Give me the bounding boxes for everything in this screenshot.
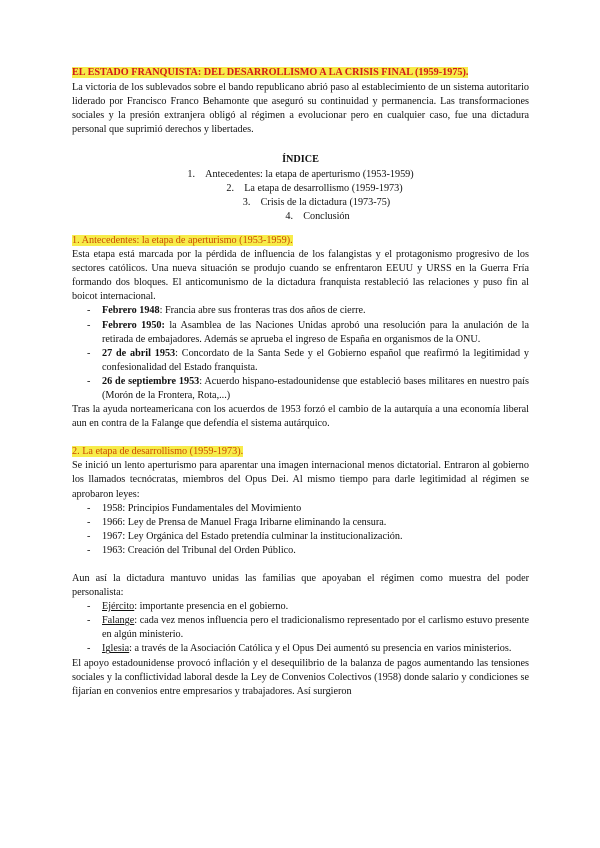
list-item: - 1963: Creación del Tribunal del Orden Público. [72, 544, 529, 558]
list-item: - Febrero 1950: la Asamblea de las Naciones Unidas aprobó una resolución para la anulación de la retirada de embajadores. Además se aprueba el ingreso de España en organismos de la ONU. [72, 319, 529, 347]
section-2-economy-paragraph: El apoyo estadounidense provocó inflación y el desequilibrio de la balanza de pagos aumentando las tensiones sociales y la conflictividad laboral desde la Ley de Convenios Colectivos (1958) donde salario y condiciones se fijarían en convenios entre empresarios y trabajadores. Así surgieron [72, 657, 529, 697]
index-item: 2. La etapa de desarrollismo (1959-1973) [226, 182, 403, 194]
section-2-paragraph: Se inició un lento aperturismo para aparentar una imagen internacional menos dictatorial. Entraron al gobierno los llamados tecnócratas, miembros del Opus Dei. Al mismo tiempo para darle legitimidad al régimen se aprobaron leyes: [72, 460, 529, 500]
list-item: - 1966: Ley de Prensa de Manuel Fraga Iribarne eliminando la censura. [72, 516, 529, 530]
index-item: 4. Conclusión [285, 210, 350, 222]
list-item: - Febrero 1948: Francia abre sus fronteras tras dos años de cierre. [72, 304, 529, 318]
index-heading: ÍNDICE [282, 154, 319, 166]
section-1-heading: 1. Antecedentes: la etapa de aperturismo (1953-1959). [72, 234, 293, 246]
document-title: EL ESTADO FRANQUISTA: DEL DESARROLLISMO A LA CRISIS FINAL (1959-1975). [72, 67, 469, 78]
spacer [72, 558, 529, 572]
section-2 [72, 445, 529, 699]
list-item: - 27 de abril 1953: Concordato de la Santa Sede y el Gobierno español que reafirmó la legitimidad y confesionalidad del Estado franquista. [72, 347, 529, 375]
index-list [72, 168, 529, 224]
list-item: - Ejército: importante presencia en el gobierno. [72, 600, 529, 614]
section-2-families-paragraph: Aun así la dictadura mantuvo unidas las familias que apoyaban el régimen como muestra del poder personalista: [72, 573, 529, 599]
list-item: - 26 de septiembre 1953: Acuerdo hispano-estadounidense que estableció bases militares en nuestro país (Morón de la Frontera, Rota,...) [72, 375, 529, 403]
intro-paragraph: La victoria de los sublevados sobre el bando republicano abrió paso al establecimiento de un sistema autoritario liderado por Francisco Franco Behamonte que aseguró su continuidad y permanencia. Las transformaciones sociales y la presión extranjera obligó al régimen a evolucionar pero en cualquier caso, fue una dictadura personal que suprimió derechos y libertades. [72, 82, 529, 136]
section-1-event-list [72, 304, 529, 403]
section-2-families-list [72, 600, 529, 656]
section-1-paragraph: Esta etapa está marcada por la pérdida de influencia de los falangistas y el protagonismo progresivo de los sectores católicos. Una nueva situación se produjo cuando se enfrentaron EEUU y URSS en la Guerra Fría formando dos bloques. El anticomunismo de la dictadura franquista restableció las relaciones y puso fin al boicot internacional. [72, 249, 529, 303]
section-2-laws-list [72, 502, 529, 558]
section-2-heading: 2. La etapa de desarrollismo (1959-1973). [72, 446, 244, 458]
list-item: - Falange: cada vez menos influencia pero el tradicionalismo representado por el carlismo estuvo presente en algún ministerio. [72, 614, 529, 642]
document-title-line [72, 66, 529, 80]
section-1-closing-paragraph: Tras la ayuda norteamericana con los acuerdos de 1953 forzó el cambio de la autarquía a una economía liberal aun en contra de la Falange que defendía el sistema autárquico. [72, 404, 529, 430]
section-1 [72, 234, 529, 431]
list-item: - 1958: Principios Fundamentales del Movimiento [72, 502, 529, 516]
index-item: 1. Antecedentes: la etapa de aperturismo (1953-1959) [187, 168, 414, 180]
index-item: 3. Crisis de la dictadura (1973-75) [242, 196, 391, 208]
document-page [72, 66, 529, 699]
list-item: - Iglesia: a través de la Asociación Católica y el Opus Dei aumentó su presencia en varios ministerios. [72, 642, 529, 656]
list-item: - 1967: Ley Orgánica del Estado pretendía culminar la institucionalización. [72, 530, 529, 544]
